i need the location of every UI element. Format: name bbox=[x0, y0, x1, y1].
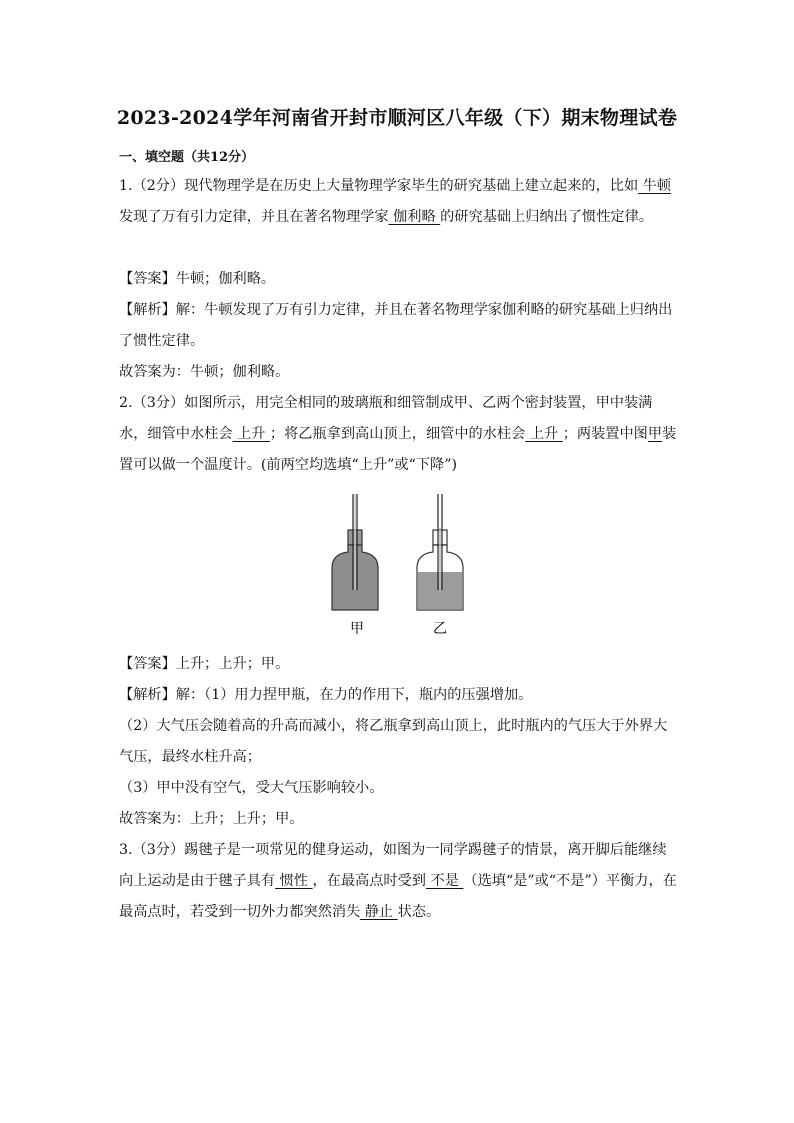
section-heading: 一、填空题（共12分） bbox=[119, 150, 255, 165]
q1-answer: 【答案】牛顿；伽利略。 bbox=[119, 271, 276, 287]
bottle-jia bbox=[332, 494, 378, 610]
q1-blank-2: 伽利略 bbox=[388, 209, 441, 225]
q1-conclusion: 故答案为：牛顿；伽利略。 bbox=[119, 364, 290, 380]
q1-text-mid: 发现了万有引力定律，并且在著名物理学家 bbox=[119, 209, 389, 225]
q2-blank-3: 甲 bbox=[647, 426, 663, 442]
q2-analysis-2: （2）大气压会随着高的升高而减小，将乙瓶拿到高山顶上，此时瓶内的气压大于外界大气压，最终水柱升高； bbox=[119, 718, 668, 765]
q3-text-mid-2: （选填“是”或“不是”）平衡力，在最高点时，若受到一切外力都突然消失 bbox=[119, 873, 677, 920]
q2-text-prefix: 2.（3分）如图所示，用完全相同的玻璃瓶和细管制成甲、乙两个密封装置，甲中装满水，细管中水柱会 bbox=[119, 395, 653, 442]
q3-blank-3: 静止 bbox=[360, 904, 398, 920]
bottle-figure bbox=[320, 490, 480, 650]
q2-text-mid-2: ；两装置中图 bbox=[562, 426, 648, 442]
q3-text-suffix: 状态。 bbox=[397, 904, 441, 920]
q1-analysis: 【解析】解：牛顿发现了万有引力定律，并且在著名物理学家伽利略的研究基础上归纳出了惯性定律。 bbox=[119, 302, 673, 349]
q2-analysis-3: （3）甲中没有空气，受大气压影响较小。 bbox=[119, 780, 384, 796]
q1-blank-1: 牛顿 bbox=[638, 178, 672, 194]
bottle-yi bbox=[417, 494, 463, 610]
q3-blank-2: 不是 bbox=[426, 873, 464, 889]
q3-text-mid-1: ，在最高点时受到 bbox=[312, 873, 426, 889]
question-2 bbox=[119, 388, 679, 481]
figure-label-yi: 乙 bbox=[433, 621, 447, 637]
question-1 bbox=[119, 171, 679, 233]
question-3 bbox=[119, 835, 679, 928]
q2-text-mid-1: ；将乙瓶拿到高山顶上，细管中的水柱会 bbox=[269, 426, 526, 442]
q2-answer: 【答案】上升；上升；甲。 bbox=[119, 656, 290, 672]
q1-text-prefix: 1.（2分）现代物理学是在历史上大量物理学家毕生的研究基础上建立起来的，比如 bbox=[119, 178, 639, 194]
bottle-diagram bbox=[320, 490, 480, 650]
q2-blank-2: 上升 bbox=[525, 426, 563, 442]
q2-analysis-1: 【解析】解：（1）用力捏甲瓶，在力的作用下，瓶内的压强增加。 bbox=[119, 687, 533, 703]
page-title: 2023-2024学年河南省开封市顺河区八年级（下）期末物理试卷 bbox=[116, 107, 678, 129]
q1-text-suffix: 的研究基础上归纳出了惯性定律。 bbox=[440, 209, 653, 225]
q3-text-prefix: 3.（3分）踢毽子是一项常见的健身运动，如图为一同学踢毽子的情景，离开脚后能继续向上运动是由于毽子具有 bbox=[119, 842, 667, 889]
q2-conclusion: 故答案为：上升；上升；甲。 bbox=[119, 811, 304, 827]
q2-text-suffix: 装置可以做一个温度计。(前两空均选填“上升”或“下降”) bbox=[119, 426, 677, 473]
q3-blank-1: 惯性 bbox=[275, 873, 313, 889]
figure-label-jia: 甲 bbox=[350, 621, 364, 637]
q2-blank-1: 上升 bbox=[232, 426, 270, 442]
